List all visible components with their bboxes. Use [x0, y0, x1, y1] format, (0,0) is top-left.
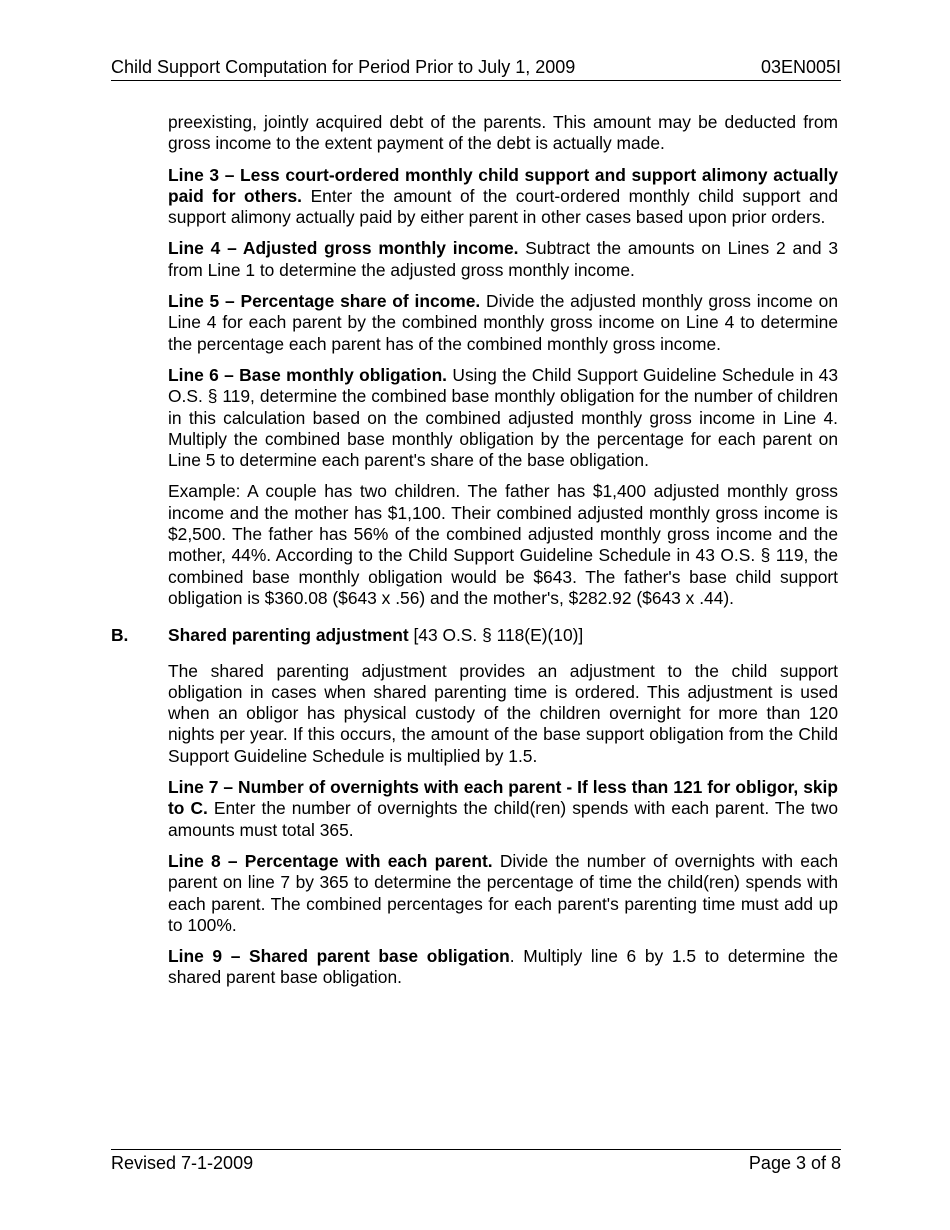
line-7-heading: Line 7 – Number of overnights with each parent - If less than 121 for obligor, skip to C. — [168, 777, 838, 819]
line-5-paragraph — [168, 291, 838, 355]
line-8-text: Divide the number of overnights with each parent on line 7 by 365 to determine the percentage of time the child(ren) spends with each parent. The combined percentages for each parent's parenting time must add up to 100%. — [168, 850, 838, 935]
revision-date: Revised 7-1-2009 — [111, 1153, 254, 1173]
section-letter: B. — [111, 625, 129, 646]
line-5-text: Divide the adjusted monthly gross income on Line 4 for each parent by the combined monthly gross income on Line 4 to determine the percentage each parent has of the combined monthly gross income. — [168, 291, 838, 354]
shared-parenting-paragraph: The shared parenting adjustment provides an adjustment to the child support obligation in cases when shared parenting time is ordered. This adjustment is used when an obligor has physical custody of the children overnight for more than 120 nights per year. If this occurs, the amount of the base support obligation from the Child Support Guideline Schedule is multiplied by 1.5. — [168, 660, 838, 766]
line-3-text: Enter the amount of the court-ordered monthly child support and support alimony actually paid by either parent in other cases based upon prior orders. — [168, 185, 838, 228]
document-code: 03EN005I — [760, 57, 841, 77]
section-b-citation: [43 O.S. § 118(E)(10)] — [408, 625, 584, 646]
line-4-heading: Line 4 – Adjusted gross monthly income. — [168, 238, 519, 259]
page-footer — [111, 1149, 841, 1174]
line-7-text: Enter the number of overnights the child(ren) spends with each parent. The two amounts must total 365. — [168, 798, 838, 840]
line-5-heading: Line 5 – Percentage share of income. — [168, 291, 481, 312]
section-b-heading — [111, 625, 838, 646]
line-7-paragraph — [168, 777, 838, 841]
line-6-text: Using the Child Support Guideline Schedule in 43 O.S. § 119, determine the combined base monthly obligation for the number of children in this calculation based on the combined adjusted monthly gross income in Line 4. Multiply the combined base monthly obligation by the percentage for each parent on Line 5 to determine each parent's share of the base obligation. — [168, 364, 838, 471]
header-title: Child Support Computation for Period Prior to July 1, 2009 — [111, 57, 576, 77]
page-header — [111, 56, 841, 81]
line-4-text: Subtract the amounts on Lines 2 and 3 from Line 1 to determine the adjusted gross monthly income. — [168, 238, 838, 280]
line-3-paragraph — [168, 165, 838, 229]
example-paragraph: Example: A couple has two children. The father has $1,400 adjusted monthly gross income and the mother has $1,100. Their combined adjusted monthly gross income is $2,500. The father has 56% of the combined adjusted monthly gross income and the mother, 44%. According to the Child Support Guideline Schedule in 43 O.S. § 119, the combined base monthly obligation would be $643. The father's base child support obligation is $360.08 ($643 x .56) and the mother's, $282.92 ($643 x .44). — [168, 481, 838, 608]
page-number: Page 3 of 8 — [748, 1153, 841, 1173]
line-9-text: . Multiply line 6 by 1.5 to determine the shared parent base obligation. — [168, 946, 839, 988]
line-9-paragraph — [168, 946, 838, 989]
line-6-heading: Line 6 – Base monthly obligation. — [168, 364, 448, 385]
continued-paragraph: preexisting, jointly acquired debt of the parents. This amount may be deducted from gross income to the extent payment of the debt is actually made. — [168, 112, 838, 154]
line-8-paragraph — [168, 851, 838, 936]
line-8-heading: Line 8 – Percentage with each parent. — [168, 850, 493, 871]
section-b-title: Shared parenting adjustment — [168, 625, 409, 646]
line-4-paragraph — [168, 238, 838, 281]
document-body — [111, 112, 839, 999]
line-9-heading: Line 9 – Shared parent base obligation — [168, 946, 510, 967]
line-6-paragraph — [168, 365, 838, 471]
line-3-heading: Line 3 – Less court-ordered monthly child support and support alimony actually paid for others. — [168, 164, 838, 206]
